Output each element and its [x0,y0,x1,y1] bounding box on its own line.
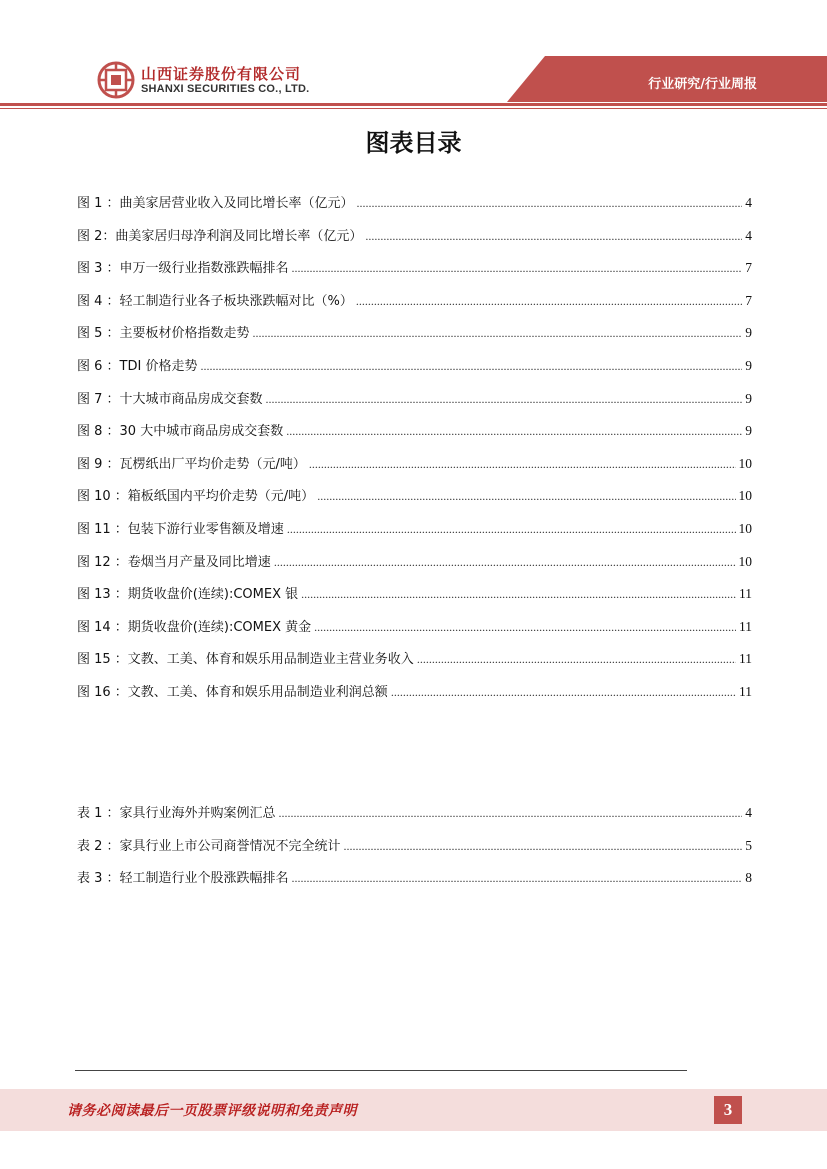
dot-leader [286,422,742,440]
dot-leader [357,194,743,212]
dot-leader [317,487,735,505]
footer-divider [75,1070,687,1071]
dot-leader [314,618,736,636]
toc-entry-label: 图 12 ：卷烟当月产量及同比增速 [77,554,271,570]
toc-entry-page: 4 [745,805,752,820]
toc-entry-table[interactable] [77,837,752,870]
toc-entry-label: 图 4 ：轻工制造行业各子板块涨跌幅对比（%） [77,293,353,309]
toc-entry-page: 10 [738,455,752,471]
header-divider [0,103,827,106]
dot-leader [356,292,742,310]
footer-disclaimer: 请务必阅读最后一页股票评级说明和免责声明 [67,1103,357,1119]
toc-entry-page: 10 [738,520,752,536]
toc-entry-figure[interactable] [77,259,752,292]
toc-entry-label: 图 15 ：文教、工美、体育和娱乐用品制造业主营业务收入 [77,652,414,668]
dot-leader [274,553,736,571]
dot-leader [391,683,736,701]
toc-entry-figure[interactable] [77,292,752,325]
toc-entry-label: 图 7 ：十大城市商品房成交套数 [77,391,263,407]
toc-entry-label: 图 2：曲美家居归母净利润及同比增长率（亿元） [77,228,363,244]
toc-entry-label: 图 8 ：30 大中城市商品房成交套数 [77,424,284,440]
toc-entry-page: 7 [745,292,752,308]
table-list [77,804,752,902]
toc-entry-figure[interactable] [77,553,752,586]
toc-entry-figure[interactable] [77,683,752,716]
dot-leader [279,804,743,822]
page-title: 图表目录 [365,129,462,157]
toc-entry-label: 图 16 ：文教、工美、体育和娱乐用品制造业利润总额 [77,684,388,700]
toc-entry-label: 图 14 ：期货收盘价(连续):COMEX 黄金 [77,619,312,635]
toc-entry-figure[interactable] [77,618,752,651]
toc-entry-page: 11 [739,683,752,699]
figure-list [77,194,752,716]
page-number: 3 [714,1096,742,1124]
dot-leader [266,390,743,408]
toc-entry-figure[interactable] [77,650,752,683]
dot-leader [292,259,743,277]
toc-entry-page: 7 [745,260,752,276]
toc-entry-label: 表 3 ：轻工制造行业个股涨跌幅排名 [77,871,289,887]
toc-entry-figure[interactable] [77,422,752,455]
dot-leader [344,837,743,855]
toc-entry-figure[interactable] [77,487,752,520]
toc-entry-page: 4 [745,195,752,210]
toc-entry-label: 图 6 ：TDI 价格走势 [77,358,198,374]
dot-leader [200,357,742,375]
toc-entry-page: 8 [745,870,752,886]
toc-entry-page: 11 [739,586,752,602]
toc-entry-label: 图 3 ：申万一级行业指数涨跌幅排名 [77,261,289,277]
toc-entry-figure[interactable] [77,324,752,357]
dot-leader [292,869,743,887]
toc-entry-label: 表 1 ：家具行业海外并购案例汇总 [77,806,276,821]
toc-entry-label: 图 11 ：包装下游行业零售额及增速 [77,521,284,537]
toc-entry-label: 图 5 ：主要板材价格指数走势 [77,326,250,342]
toc-entry-figure[interactable] [77,390,752,423]
header-divider-thin [0,108,827,109]
dot-leader [253,324,743,342]
company-name-cn: 山西证券股份有限公司 [141,65,302,83]
toc-entry-page: 5 [745,837,752,853]
toc-entry-label: 图 13 ：期货收盘价(连续):COMEX 银 [77,587,299,603]
toc-entry-page: 4 [745,227,752,243]
toc-entry-page: 11 [739,651,752,667]
toc-entry-table[interactable] [77,869,752,902]
toc-entry-figure[interactable] [77,227,752,260]
toc-entry-label: 表 2 ：家具行业上市公司商誉情况不完全统计 [77,838,341,854]
toc-entry-page: 9 [745,325,752,341]
toc-entry-page: 9 [745,390,752,406]
toc-entry-label: 图 10 ：箱板纸国内平均价走势（元/吨） [77,489,315,505]
toc-entry-figure[interactable] [77,585,752,618]
toc-entry-figure[interactable] [77,357,752,390]
dot-leader [287,520,736,538]
dot-leader [301,585,736,603]
toc-entry-table[interactable] [77,804,752,837]
toc-entry-label: 图 9 ：瓦楞纸出厂平均价走势（元/吨） [77,456,306,472]
company-name-en: SHANXI SECURITIES CO., LTD. [141,83,310,95]
dot-leader [365,227,742,245]
toc-entry-label: 图 1 ：曲美家居营业收入及同比增长率（亿元） [77,196,354,211]
dot-leader [417,650,736,668]
dot-leader [309,455,736,473]
toc-entry-page: 11 [739,618,752,634]
toc-entry-figure[interactable] [77,520,752,553]
page-header [0,0,827,112]
company-logo-icon [97,61,135,99]
report-type: 行业研究/行业周报 [648,77,757,92]
toc-entry-page: 10 [738,488,752,504]
toc-entry-page: 9 [745,423,752,439]
toc-entry-figure[interactable] [77,455,752,488]
toc-entry-page: 10 [738,553,752,569]
toc-entry-figure[interactable] [77,194,752,227]
toc-entry-page: 9 [745,357,752,373]
